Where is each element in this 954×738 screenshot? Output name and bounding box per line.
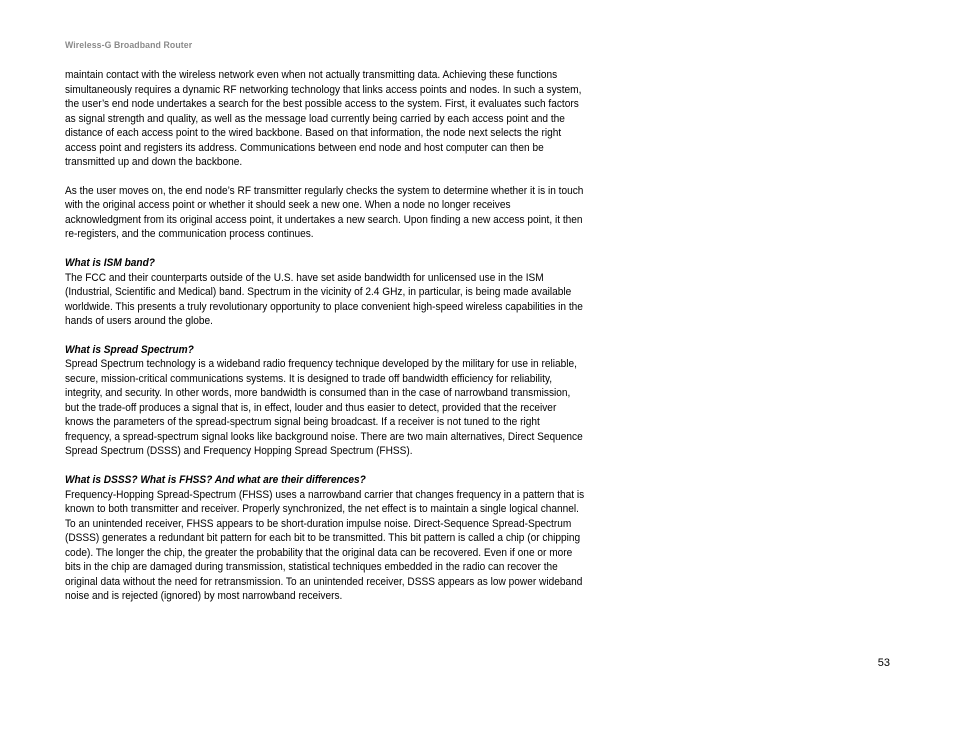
section-text: Frequency-Hopping Spread-Spectrum (FHSS) uses a narrowband carrier that changes frequency in a pattern that is known to both transmitter and receiver. Properly synchronized, the net effect is to maintain a single logical channel. To an unintended receiver, FHSS appears to be short-duration impulse noise. Direct-Sequence Spread-Spectrum (DSSS) generates a redundant bit pattern for each bit to be transmitted. This bit pattern is called a chip (or chipping code). The longer the chip, the greater the probability that the original data can be recovered. Even if one or more bits in the chip are damaged during transmission, statistical techniques embedded in the radio can recover the original data without the need for retransmission. To an unintended receiver, DSSS appears as low power wideband noise and is rejected (ignored) by most narrowband receivers. <box>65 488 585 603</box>
intro-paragraph: As the user moves on, the end node’s RF transmitter regularly checks the system to determine whether it is in touch with the original access point or whether it should seek a new one. When a node no longer receives acknowledgment from its original access point, it undertakes a new search. Upon finding a new access point, it then re-registers, and the communication process continues. <box>65 184 584 241</box>
section-text: Spread Spectrum technology is a wideband radio frequency technique developed by the military for use in reliable, secure, mission-critical communications systems. It is designed to trade off bandwidth efficiency for reliability, integrity, and security. In other words, more bandwidth is consumed than in the case of narrowband transmission, but the trade-off produces a signal that is, in effect, louder and thus easier to detect, provided that the receiver knows the parameters of the spread-spectrum signal being broadcast. If a receiver is not tuned to the right frequency, a spread-spectrum signal looks like background noise. There are two main alternatives, Direct Sequence Spread Spectrum (DSSS) and Frequency Hopping Spread Spectrum (FHSS). <box>65 358 583 458</box>
page-number: 53 <box>877 657 890 669</box>
faq-section-dsss-fhss <box>65 473 587 604</box>
faq-section-spread-spectrum <box>65 343 587 459</box>
section-text: The FCC and their counterparts outside of the U.S. have set aside bandwidth for unlicensed use in the ISM (Industrial, Scientific and Medical) band. Spectrum in the vicinity of 2.4 GHz, in particular, is being made available worldwide. This presents a truly revolutionary opportunity to place convenient high-speed wireless capabilities in the hands of users around the globe. <box>65 271 583 328</box>
section-heading: What is Spread Spectrum? <box>65 343 194 356</box>
faq-section-ism-band <box>65 256 587 329</box>
section-heading: What is ISM band? <box>65 257 155 270</box>
running-header: Wireless-G Broadband Router <box>65 40 193 51</box>
section-heading: What is DSSS? What is FHSS? And what are their differences? <box>65 474 366 487</box>
intro-paragraph: maintain contact with the wireless network even when not actually transmitting data. Achieving these functions simultaneously requires a dynamic RF networking technology that links access points and nodes. In such a system, the user’s end node undertakes a search for the best possible access to the system. First, it evaluates such factors as signal strength and quality, as well as the message load currently being carried by each access point and the distance of each access point to the wired backbone. Based on that information, the node next selects the right access point and registers its address. Communications between end node and host computer can then be transmitted up and down the backbone. <box>65 69 582 168</box>
page-body <box>65 68 587 618</box>
